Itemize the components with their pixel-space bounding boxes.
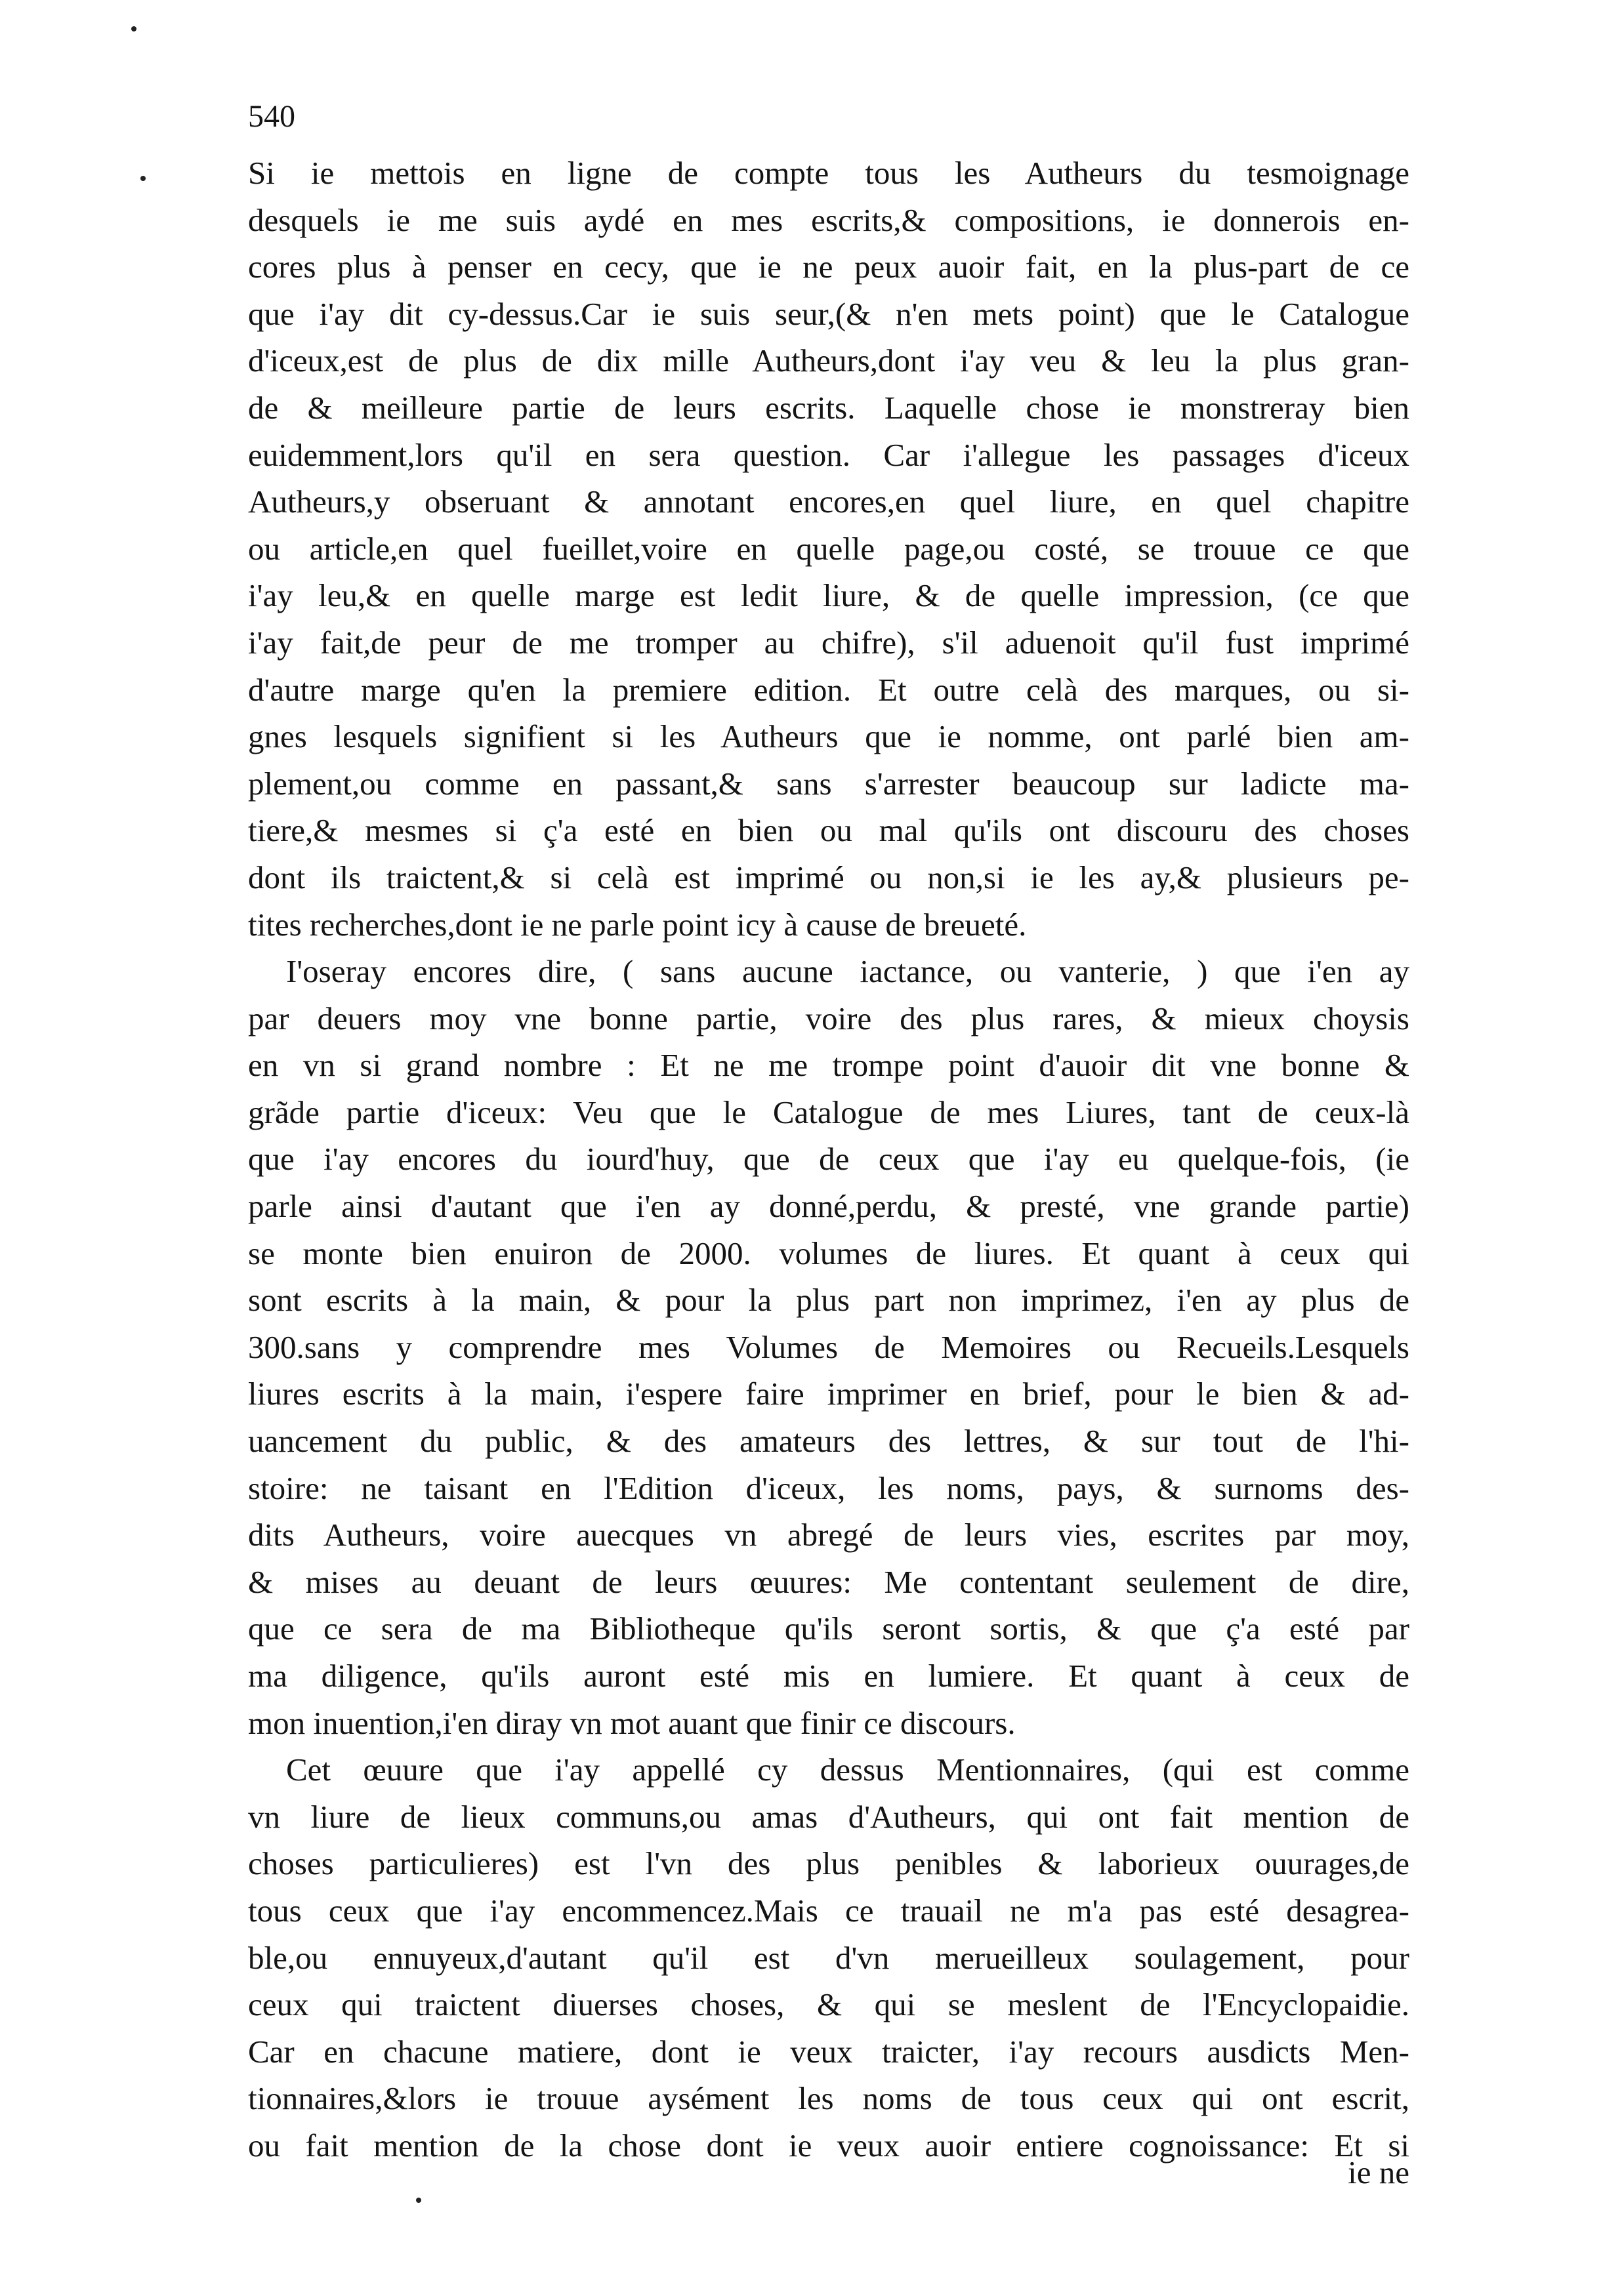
text-line: stoire: ne taisant en l'Edition d'iceux, les noms, pays, & surnoms des- [248,1469,1409,1506]
text-line: ble,ou ennuyeux,d'autant qu'il est d'vn merueilleux soulagement, pour [248,1939,1409,1976]
text-line: en vn si grand nombre : Et ne me trompe point d'auoir dit vne bonne & [248,1047,1409,1084]
text-line: d'iceux,est de plus de dix mille Autheurs,dont i'ay veu & leu la plus gran- [248,342,1409,379]
text-line: d'autre marge qu'en la premiere edition. Et outre celà des marques, ou si- [248,671,1409,708]
text-line: cores plus à penser en cecy, que ie ne peux auoir fait, en la plus-part de ce [248,249,1409,285]
text-line: que ce sera de ma Bibliotheque qu'ils seront sortis, & que ç'a esté par [248,1610,1409,1647]
text-line: ma diligence, qu'ils auront esté mis en lumiere. Et quant à ceux de [248,1658,1409,1694]
page-number: 540 [248,99,295,134]
text-line: tites recherches,dont ie ne parle point icy à cause de breueté. [248,906,1027,943]
paragraph [248,150,1409,948]
text-line: Si ie mettois en ligne de compte tous les Autheurs du tesmoignage [248,155,1409,191]
text-line: dont ils traictent,& si celà est imprimé ou non,si ie les ay,& plusieurs pe- [248,859,1409,895]
text-line: liures escrits à la main, i'espere faire imprimer en brief, pour le bien & ad- [248,1376,1409,1412]
text-line: uancement du public, & des amateurs des lettres, & sur tout de l'hi- [248,1423,1409,1460]
ink-speck [416,2198,421,2203]
text-line: tionnaires,&lors ie trouue aysément les noms de tous ceux qui ont escrit, [248,2080,1409,2117]
text-line: I'oseray encores dire, ( sans aucune iactance, ou vanterie, ) que i'en ay [286,953,1409,990]
text-line: par deuers moy vne bonne partie, voire des plus rares, & mieux choysis [248,1000,1409,1036]
text-line: euidemment,lors qu'il en sera question. Car i'allegue les passages d'iceux [248,436,1409,473]
text-line: plement,ou comme en passant,& sans s'arrester beaucoup sur ladicte ma- [248,765,1409,802]
paragraph [248,1746,1409,2169]
text-line: vn liure de lieux communs,ou amas d'Autheurs, qui ont fait mention de [248,1798,1409,1835]
catchword: ie ne [1348,2154,1409,2190]
body-text [248,150,1409,2169]
text-line: desquels ie me suis aydé en mes escrits,& compositions, ie donnerois en- [248,201,1409,238]
text-line: que i'ay encores du iourd'huy, que de ceux que i'ay eu quelque-fois, (ie [248,1141,1409,1178]
text-line: Car en chacune matiere, dont ie veux traicter, i'ay recours ausdicts Men- [248,2033,1409,2070]
text-line: ou fait mention de la chose dont ie veux auoir entiere cognoissance: Et si [248,2127,1409,2163]
text-line: i'ay leu,& en quelle marge est ledit liure, & de quelle impression, (ce que [248,577,1409,614]
text-line: de & meilleure partie de leurs escrits. Laquelle chose ie monstreray bien [248,389,1409,426]
text-line: 300.sans y comprendre mes Volumes de Memoires ou Recueils.Lesquels [248,1328,1409,1365]
text-line: gnes lesquels signifient si les Autheurs que ie nomme, ont parlé bien am- [248,718,1409,755]
text-line: mon inuention,i'en diray vn mot auant que finir ce discours. [248,1704,1016,1741]
paragraph [248,948,1409,1746]
ink-speck [140,176,146,181]
text-line: dits Autheurs, voire auecques vn abregé de leurs vies, escrites par moy, [248,1517,1409,1553]
text-line: se monte bien enuiron de 2000. volumes de liures. Et quant à ceux qui [248,1235,1409,1271]
text-line: choses particulieres) est l'vn des plus penibles & laborieux ouurages,de [248,1845,1409,1882]
text-line: sont escrits à la main, & pour la plus part non imprimez, i'en ay plus de [248,1282,1409,1319]
text-line: ceux qui traictent diuerses choses, & qui se meslent de l'Encyclopaidie. [248,1986,1409,2023]
text-line: ou article,en quel fueillet,voire en quelle page,ou costé, se trouue ce que [248,530,1409,567]
text-line: & mises au deuant de leurs œuures: Me contentant seulement de dire, [248,1563,1409,1600]
text-line: tous ceux que i'ay encommencez.Mais ce trauail ne m'a pas esté desagrea- [248,1892,1409,1929]
text-line: i'ay fait,de peur de me tromper au chifre), s'il aduenoit qu'il fust imprimé [248,624,1409,661]
text-line: Autheurs,y obseruant & annotant encores,en quel liure, en quel chapitre [248,483,1409,520]
text-line: que i'ay dit cy-dessus.Car ie suis seur,(& n'en mets point) que le Catalogue [248,295,1409,332]
text-line: tiere,& mesmes si ç'a esté en bien ou mal qu'ils ont discouru des choses [248,812,1409,849]
text-line: grãde partie d'iceux: Veu que le Catalogue de mes Liures, tant de ceux-là [248,1094,1409,1130]
ink-speck [131,26,136,31]
text-line: Cet œuure que i'ay appellé cy dessus Mentionnaires, (qui est comme [286,1752,1409,1788]
text-line: parle ainsi d'autant que i'en ay donné,perdu, & presté, vne grande partie) [248,1188,1409,1225]
